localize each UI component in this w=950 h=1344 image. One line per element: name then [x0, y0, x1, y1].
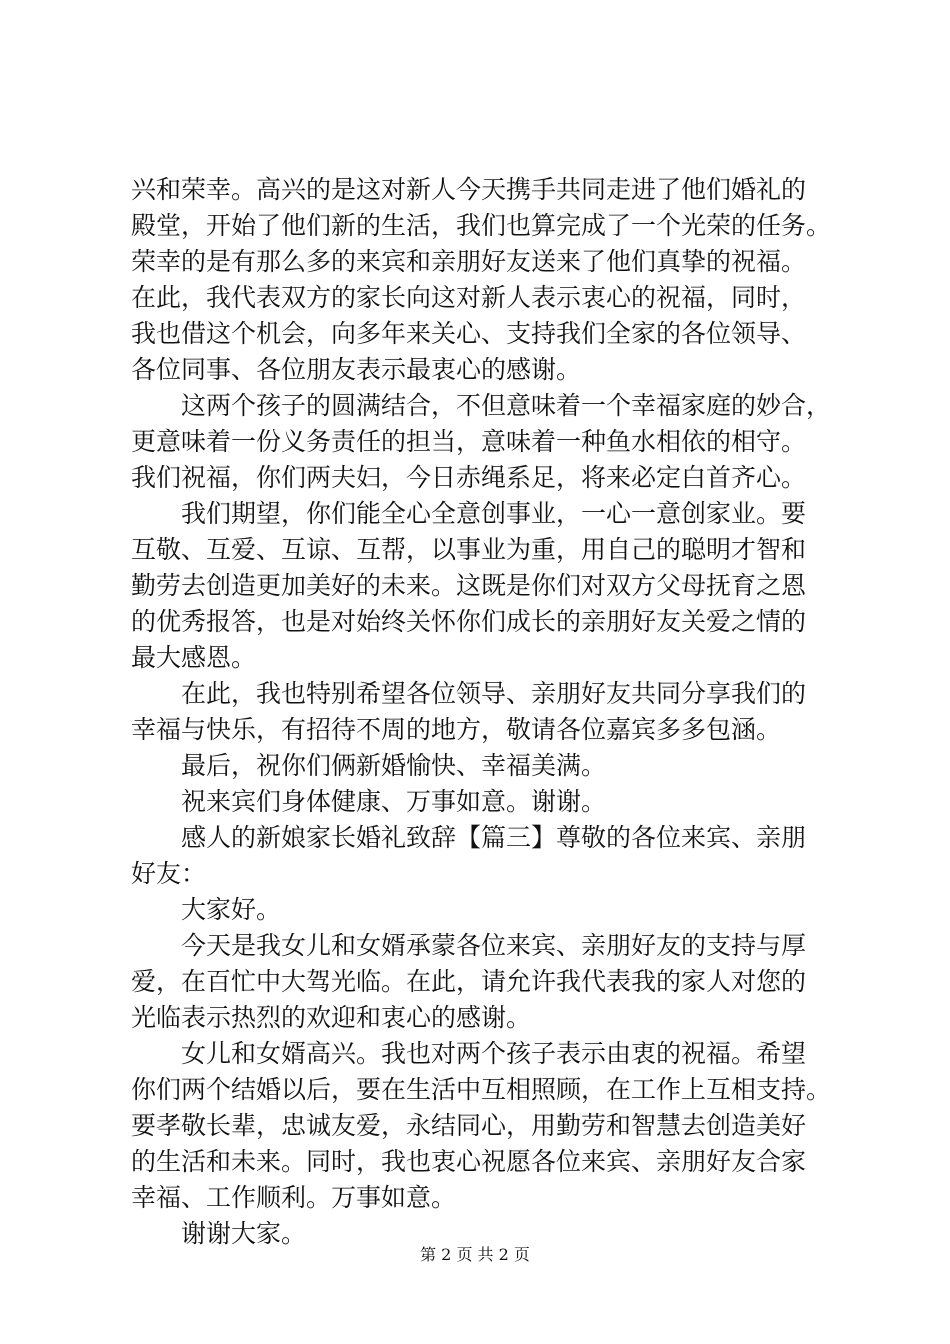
- text-line: 大家好。: [131, 895, 282, 924]
- text-line: 祝来宾们身体健康、万事如意。谢谢。: [131, 787, 607, 816]
- text-line: 的优秀报答，也是对始终关怀你们成长的亲朋好友关爱之情的: [131, 607, 807, 636]
- text-line: 最大感恩。: [131, 643, 257, 672]
- text-line: 要孝敬长辈，忠诚友爱，永结同心，用勤劳和智慧去创造美好: [131, 1111, 807, 1140]
- page-number-footer: 第 2 页 共 2 页: [420, 1245, 530, 1264]
- text-line: 殿堂，开始了他们新的生活，我们也算完成了一个光荣的任务。: [131, 211, 832, 240]
- text-line: 好友：: [131, 859, 207, 888]
- text-line: 幸福、工作顺利。万事如意。: [131, 1183, 457, 1212]
- text-line: 谢谢大家。: [131, 1219, 307, 1248]
- text-line: 你们两个结婚以后，要在生活中互相照顾，在工作上互相支持。: [131, 1075, 832, 1104]
- text-line: 在此，我代表双方的家长向这对新人表示衷心的祝福，同时，: [131, 283, 807, 312]
- body-text: [131, 172, 835, 1252]
- text-line: 幸福与快乐，有招待不周的地方，敬请各位嘉宾多多包涵。: [131, 715, 782, 744]
- text-line: 在此，我也特别希望各位领导、亲朋好友共同分享我们的: [131, 679, 807, 708]
- text-line: 兴和荣幸。高兴的是这对新人今天携手共同走进了他们婚礼的: [131, 175, 807, 204]
- text-line: 我们祝福，你们两夫妇，今日赤绳系足，将来必定白首齐心。: [131, 463, 807, 492]
- text-line: 的生活和未来。同时，我也衷心祝愿各位来宾、亲朋好友合家: [131, 1147, 807, 1176]
- text-line: 荣幸的是有那么多的来宾和亲朋好友送来了他们真挚的祝福。: [131, 247, 807, 276]
- text-line: 勤劳去创造更加美好的未来。这既是你们对双方父母抚育之恩: [131, 571, 807, 600]
- text-line: 我们期望，你们能全心全意创事业，一心一意创家业。要: [131, 499, 807, 528]
- text-line: 光临表示热烈的欢迎和衷心的感谢。: [131, 1003, 532, 1032]
- text-line: 我也借这个机会，向多年来关心、支持我们全家的各位领导、: [131, 319, 807, 348]
- text-line: 感人的新娘家长婚礼致辞【篇三】尊敬的各位来宾、亲朋: [131, 823, 807, 852]
- text-line: 互敬、互爱、互谅、互帮，以事业为重，用自己的聪明才智和: [131, 535, 807, 564]
- text-line: 各位同事、各位朋友表示最衷心的感谢。: [131, 355, 582, 384]
- text-line: 最后，祝你们俩新婚愉快、幸福美满。: [131, 751, 607, 780]
- text-line: 更意味着一份义务责任的担当，意味着一种鱼水相依的相守。: [131, 427, 807, 456]
- text-line: 今天是我女儿和女婿承蒙各位来宾、亲朋好友的支持与厚: [131, 931, 807, 960]
- text-line: 女儿和女婿高兴。我也对两个孩子表示由衷的祝福。希望: [131, 1039, 807, 1068]
- text-line: 爱，在百忙中大驾光临。在此，请允许我代表我的家人对您的: [131, 967, 807, 996]
- text-line: 这两个孩子的圆满结合，不但意味着一个幸福家庭的妙合，: [131, 391, 832, 420]
